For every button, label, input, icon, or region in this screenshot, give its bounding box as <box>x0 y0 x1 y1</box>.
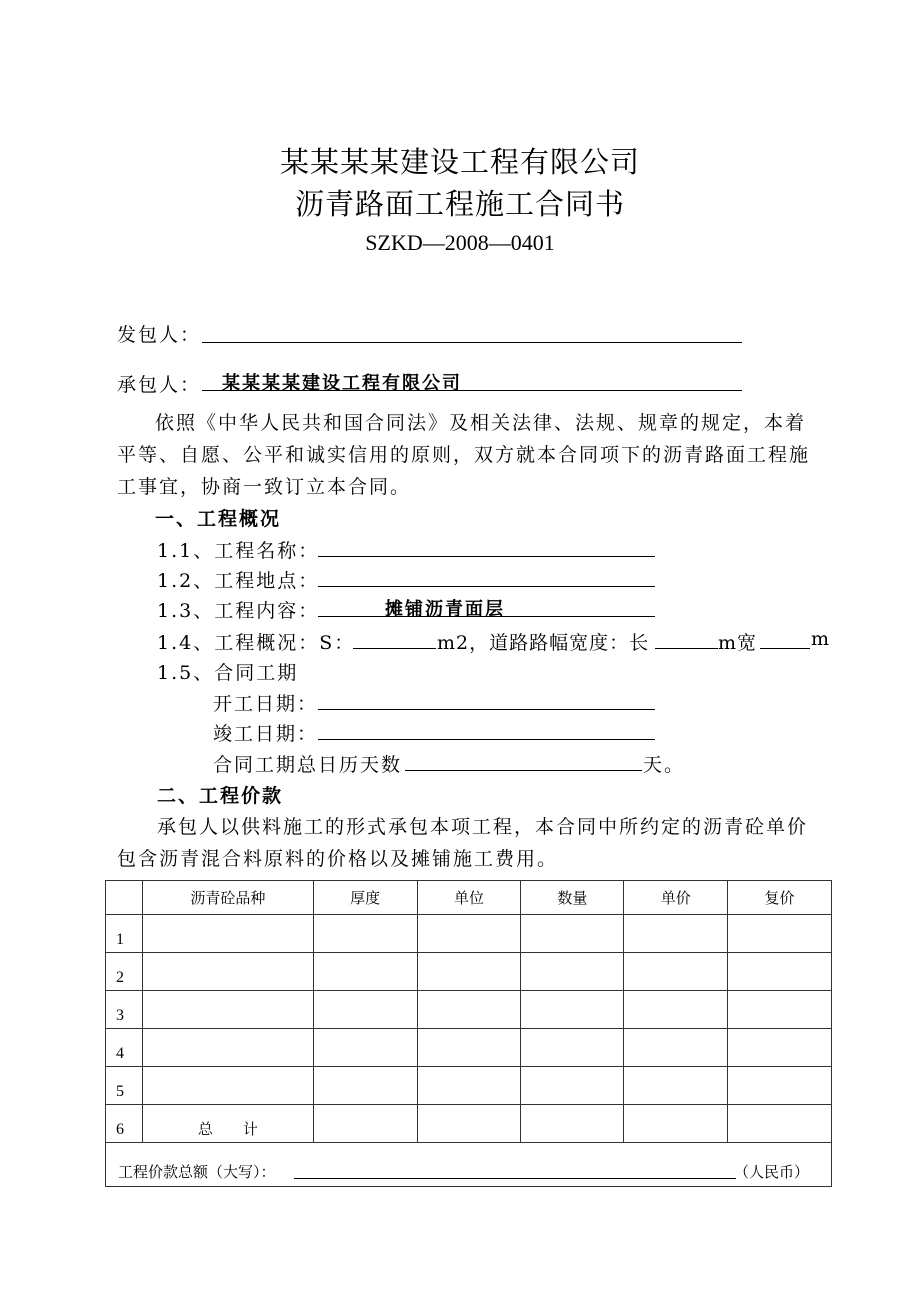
col-header-quantity: 数量 <box>521 881 624 915</box>
item-1-4-label: 1.4、工程概况：S： <box>157 632 356 654</box>
cell-unit-price[interactable] <box>624 1105 728 1143</box>
price-table <box>105 880 832 1187</box>
total-label: 总 计 <box>142 1105 313 1143</box>
cell-total-price[interactable] <box>728 915 832 953</box>
days-suffix: 天。 <box>643 754 686 776</box>
cell-thickness[interactable] <box>313 1029 417 1067</box>
row-number: 2 <box>106 953 143 991</box>
table-row <box>106 1029 832 1067</box>
length-field[interactable] <box>655 628 718 649</box>
cell-total-price[interactable] <box>728 1105 832 1143</box>
cell-thickness[interactable] <box>313 953 417 991</box>
col-header-total-price: 复价 <box>728 881 832 915</box>
item-1-2-label: 1.2、工程地点： <box>157 570 320 592</box>
table-row-total <box>106 1105 832 1143</box>
cell-unit-price[interactable] <box>624 991 728 1029</box>
end-date-label: 竣工日期： <box>213 723 319 745</box>
total-days-field[interactable] <box>405 750 642 771</box>
cell-total-price[interactable] <box>728 953 832 991</box>
col-header-no <box>106 881 143 915</box>
cell-quantity[interactable] <box>521 1067 624 1105</box>
cell-unit-price[interactable] <box>624 915 728 953</box>
item-1-3-label: 1.3、工程内容： <box>157 600 320 622</box>
width-field[interactable] <box>760 628 810 649</box>
cell-total-price[interactable] <box>728 991 832 1029</box>
cell-unit-price[interactable] <box>624 953 728 991</box>
document-title: 沥青路面工程施工合同书 <box>294 187 625 221</box>
cell-quantity[interactable] <box>521 1105 624 1143</box>
col-header-type: 沥青砼品种 <box>142 881 313 915</box>
table-row <box>106 991 832 1029</box>
cell-type[interactable] <box>142 1067 313 1105</box>
start-date-label: 开工日期： <box>213 693 319 715</box>
item-1-4-unit-text: m2，道路路幅宽度：长 <box>437 632 650 654</box>
row-number: 1 <box>106 915 143 953</box>
section2-para-2: 包含沥青混合料原料的价格以及摊铺施工费用。 <box>117 848 559 870</box>
cell-thickness[interactable] <box>313 1105 417 1143</box>
item-1-1-label: 1.1、工程名称： <box>157 540 320 562</box>
start-date-field[interactable] <box>318 689 655 710</box>
company-title: 某某某某建设工程有限公司 <box>279 145 640 179</box>
cell-type[interactable] <box>142 1029 313 1067</box>
cell-total-price[interactable] <box>728 1029 832 1067</box>
item-1-4-width-text: m宽 <box>718 632 758 654</box>
item-1-4-unit-m: m <box>811 628 832 650</box>
sum-cell <box>106 1143 832 1187</box>
cell-unit[interactable] <box>417 991 521 1029</box>
table-row <box>106 915 832 953</box>
item-1-5-label: 1.5、合同工期 <box>157 662 299 684</box>
table-header-row <box>106 881 832 915</box>
row-number: 5 <box>106 1067 143 1105</box>
row-number: 6 <box>106 1105 143 1143</box>
section1-heading: 一、工程概况 <box>155 508 282 530</box>
contractor-label: 承包人： <box>117 374 202 396</box>
cell-quantity[interactable] <box>521 991 624 1029</box>
cell-unit[interactable] <box>417 915 521 953</box>
section2-heading: 二、工程价款 <box>157 785 284 807</box>
cell-type[interactable] <box>142 953 313 991</box>
table-row <box>106 1067 832 1105</box>
cell-unit[interactable] <box>417 1067 521 1105</box>
col-header-unit: 单位 <box>417 881 521 915</box>
document-code: SZKD—2008—0401 <box>365 230 555 255</box>
cell-quantity[interactable] <box>521 953 624 991</box>
cell-unit[interactable] <box>417 1029 521 1067</box>
cell-quantity[interactable] <box>521 915 624 953</box>
intro-line-2: 平等、自愿、公平和诚实信用的原则，双方就本合同项下的沥青路面工程施 <box>117 444 811 466</box>
cell-thickness[interactable] <box>313 1067 417 1105</box>
cell-unit-price[interactable] <box>624 1067 728 1105</box>
sum-row <box>106 1143 832 1187</box>
employer-label: 发包人： <box>117 324 202 346</box>
cell-quantity[interactable] <box>521 1029 624 1067</box>
sum-amount-field[interactable] <box>294 1159 736 1179</box>
cell-thickness[interactable] <box>313 991 417 1029</box>
cell-unit[interactable] <box>417 1105 521 1143</box>
section2-para-1: 承包人以供料施工的形式承包本项工程，本合同中所约定的沥青砼单价 <box>157 816 809 838</box>
row-number: 4 <box>106 1029 143 1067</box>
project-content-value: 摊铺沥青面层 <box>385 599 505 620</box>
cell-unit-price[interactable] <box>624 1029 728 1067</box>
contractor-value: 某某某某建设工程有限公司 <box>222 373 462 394</box>
cell-unit[interactable] <box>417 953 521 991</box>
employer-field[interactable] <box>202 322 742 343</box>
col-header-unit-price: 单价 <box>624 881 728 915</box>
col-header-thickness: 厚度 <box>313 881 417 915</box>
sum-label: 工程价款总额（大写）： <box>118 1163 276 1181</box>
intro-line-3: 工事宜，协商一致订立本合同。 <box>117 476 412 498</box>
sum-suffix: （人民币） <box>734 1163 810 1181</box>
intro-line-1: 依照《中华人民共和国合同法》及相关法律、法规、规章的规定，本着 <box>155 412 807 434</box>
cell-type[interactable] <box>142 915 313 953</box>
total-days-label: 合同工期总日历天数 <box>213 754 403 776</box>
area-field[interactable] <box>353 628 436 649</box>
project-name-field[interactable] <box>318 536 655 557</box>
cell-thickness[interactable] <box>313 915 417 953</box>
cell-type[interactable] <box>142 991 313 1029</box>
table-row <box>106 953 832 991</box>
row-number: 3 <box>106 991 143 1029</box>
project-location-field[interactable] <box>318 566 655 587</box>
cell-total-price[interactable] <box>728 1067 832 1105</box>
end-date-field[interactable] <box>318 719 655 740</box>
